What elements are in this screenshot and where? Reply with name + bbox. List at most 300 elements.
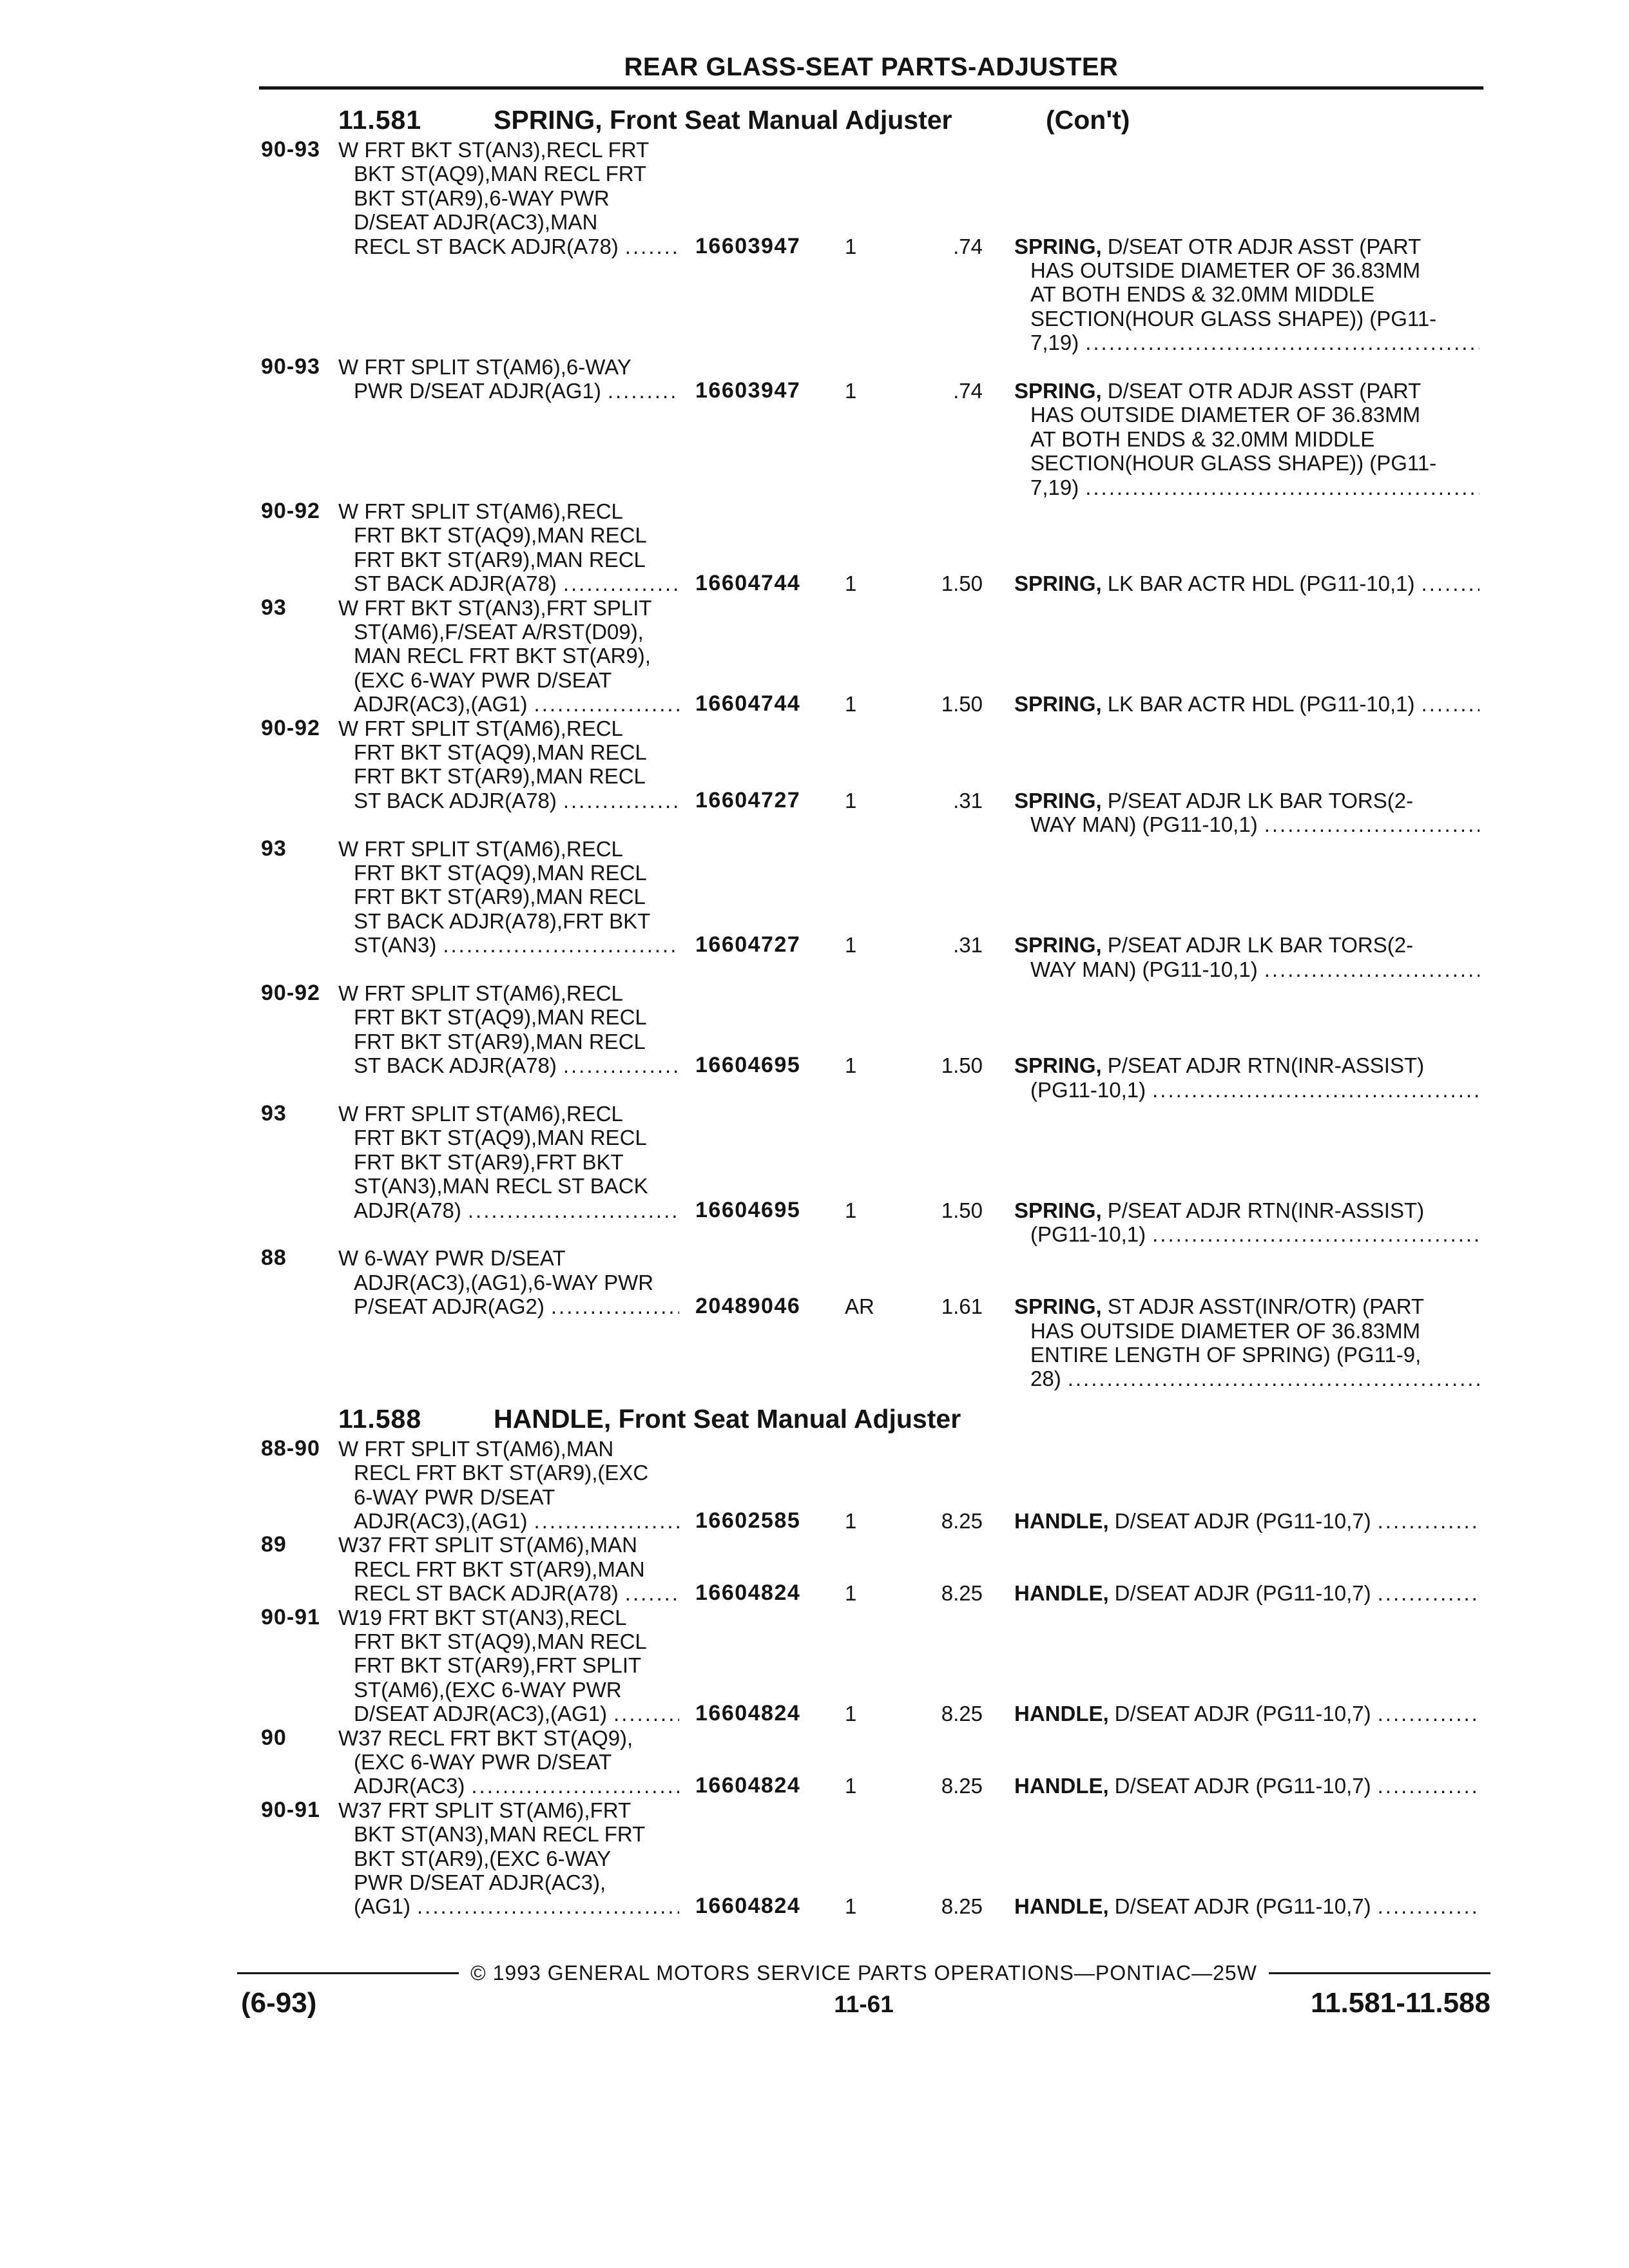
- price: 8.25: [941, 1774, 983, 1798]
- description-line: [354, 644, 651, 668]
- model-years: 90-93: [261, 137, 320, 162]
- footer-rule-right: [1269, 1972, 1490, 1974]
- description-line: [338, 596, 652, 620]
- dot-leader: [1068, 1367, 1480, 1390]
- description-line: [354, 1174, 648, 1198]
- description-text: ST BACK ADJR(A78): [354, 788, 557, 812]
- description-text: FRT BKT ST(AQ9),MAN RECL: [354, 1629, 647, 1653]
- quantity: 1: [845, 788, 857, 812]
- part-noun: SPRING,: [1014, 1198, 1102, 1222]
- description-text: D/SEAT ADJR(AC3),MAN: [354, 210, 598, 235]
- page-title: REAR GLASS-SEAT PARTS-ADJUSTER: [624, 53, 1119, 81]
- description-line: [338, 1606, 626, 1629]
- description-line: [354, 572, 679, 595]
- part-number: 16604824: [695, 1581, 801, 1606]
- description-text: ST BACK ADJR(A78): [354, 1053, 557, 1078]
- dot-leader: [1378, 1581, 1480, 1605]
- description-text: FRT BKT ST(AR9),MAN RECL: [354, 885, 646, 909]
- description-text: W FRT SPLIT ST(AM6),RECL: [338, 1101, 623, 1126]
- description-line: [354, 764, 646, 788]
- part-name-line: [1014, 1894, 1480, 1918]
- description-line: [354, 789, 679, 812]
- price: 1.50: [941, 572, 983, 596]
- dot-leader: [563, 572, 679, 595]
- description-line: [338, 1102, 623, 1126]
- quantity: 1: [845, 1581, 857, 1606]
- description-line: [338, 355, 631, 379]
- description-text: ST(AN3): [354, 933, 437, 957]
- description-line: [354, 379, 679, 403]
- part-noun: HANDLE,: [1014, 1774, 1109, 1798]
- description-text: BKT ST(AN3),MAN RECL FRT: [354, 1822, 646, 1847]
- parts-entry: [261, 1606, 1485, 1726]
- model-years: 90-93: [261, 354, 320, 379]
- part-number: 16603947: [695, 233, 801, 258]
- description-line: [354, 668, 612, 692]
- description-line: [354, 740, 647, 764]
- description-line: [354, 1053, 679, 1077]
- parts-entry: [261, 1102, 1485, 1246]
- part-name-text: D/SEAT ADJR (PG11-10,7): [1114, 1894, 1371, 1919]
- part-number: 16602585: [695, 1508, 801, 1533]
- part-name-text: D/SEAT ADJR (PG11-10,7): [1114, 1702, 1371, 1726]
- part-number: 16604744: [695, 571, 801, 596]
- price: .74: [953, 378, 983, 403]
- model-years: 88-90: [261, 1436, 320, 1461]
- description-line: [338, 1726, 633, 1750]
- section-title: SPRING, Front Seat Manual Adjuster: [494, 105, 952, 135]
- part-noun: HANDLE,: [1014, 1894, 1109, 1919]
- part-number: 16604727: [695, 932, 801, 957]
- quantity: 1: [845, 692, 857, 716]
- price: 8.25: [941, 1894, 983, 1919]
- parts-entry: [261, 1533, 1485, 1605]
- part-name-text: P/SEAT ADJR RTN(INR-ASSIST): [1107, 1053, 1425, 1078]
- part-name-text: LK BAR ACTR HDL (PG11-10,1): [1107, 692, 1415, 716]
- description-line: [354, 548, 646, 572]
- part-number: 16604695: [695, 1197, 801, 1222]
- footer-rule-left: [237, 1972, 459, 1974]
- part-number: 16604695: [695, 1053, 801, 1078]
- price: .31: [953, 933, 983, 957]
- parts-listing: [261, 104, 1485, 1919]
- part-noun: SPRING,: [1014, 1294, 1102, 1319]
- description-text: (AG1): [354, 1894, 411, 1919]
- dot-leader: [443, 933, 679, 957]
- quantity: 1: [845, 1894, 857, 1919]
- description-line: [354, 885, 646, 908]
- dot-leader: [1085, 331, 1480, 354]
- quantity: 1: [845, 1053, 857, 1078]
- description-line: [354, 1150, 624, 1174]
- parts-entry: [261, 716, 1485, 837]
- part-name-text: 28): [1030, 1367, 1061, 1391]
- description-line: [354, 1653, 641, 1677]
- description-line: [354, 162, 646, 186]
- dot-leader: [613, 1702, 679, 1725]
- section-heading: [261, 104, 1485, 138]
- parts-section: [261, 1403, 1485, 1919]
- part-name-line: [1014, 572, 1480, 595]
- description-text: W 6-WAY PWR D/SEAT: [338, 1246, 566, 1271]
- part-name-line: [1030, 282, 1374, 306]
- description-text: FRT BKT ST(AQ9),MAN RECL: [354, 860, 647, 885]
- quantity: AR: [845, 1294, 874, 1319]
- description-text: (EXC 6-WAY PWR D/SEAT: [354, 1749, 612, 1774]
- description-line: [354, 1894, 679, 1918]
- part-name-line: [1014, 1294, 1424, 1318]
- part-name-text: ST ADJR ASST(INR/OTR) (PART: [1107, 1294, 1425, 1319]
- description-line: [338, 1798, 631, 1822]
- part-name-text: D/SEAT ADJR (PG11-10,7): [1114, 1508, 1371, 1533]
- description-text: FRT BKT ST(AR9),MAN RECL: [354, 1029, 646, 1053]
- part-noun: HANDLE,: [1014, 1702, 1109, 1726]
- description-text: ADJR(AC3): [354, 1774, 465, 1798]
- part-name-text: WAY MAN) (PG11-10,1): [1030, 957, 1258, 981]
- part-name-text: (PG11-10,1): [1030, 1077, 1146, 1102]
- description-text: FRT BKT ST(AQ9),MAN RECL: [354, 1126, 647, 1150]
- dot-leader: [1085, 476, 1480, 499]
- part-name-text: D/SEAT OTR ADJR ASST (PART: [1107, 234, 1422, 258]
- quantity: 1: [845, 933, 857, 957]
- dot-leader: [1152, 1222, 1480, 1246]
- description-line: [338, 837, 623, 861]
- section-number: 11.581: [338, 105, 422, 135]
- price: .74: [953, 234, 983, 258]
- part-noun: SPRING,: [1014, 933, 1102, 957]
- part-number: 16604824: [695, 1894, 801, 1919]
- description-text: ADJR(AC3),(AG1): [354, 1508, 528, 1533]
- part-name-line: [1014, 789, 1413, 812]
- quantity: 1: [845, 572, 857, 596]
- part-noun: HANDLE,: [1014, 1581, 1109, 1606]
- part-name-line: [1030, 307, 1436, 331]
- part-name-text: AT BOTH ENDS & 32.0MM MIDDLE: [1030, 282, 1375, 307]
- part-name-line: [1030, 957, 1480, 981]
- part-name-text: P/SEAT ADJR RTN(INR-ASSIST): [1107, 1198, 1425, 1222]
- part-number: 16603947: [695, 378, 801, 403]
- description-text: MAN RECL FRT BKT ST(AR9),: [354, 644, 651, 668]
- dot-leader: [534, 692, 679, 716]
- parts-entry: [261, 1726, 1485, 1798]
- description-line: [354, 1822, 645, 1846]
- description-line: [354, 1774, 679, 1798]
- dot-leader: [417, 1894, 679, 1918]
- description-line: [354, 1126, 647, 1149]
- dot-leader: [1378, 1894, 1480, 1918]
- description-text: (EXC 6-WAY PWR D/SEAT: [354, 668, 612, 692]
- quantity: 1: [845, 1702, 857, 1726]
- parts-entry: [261, 499, 1485, 596]
- group-range: 11.581-11.588: [1311, 1987, 1490, 2019]
- description-line: [354, 1847, 611, 1870]
- quantity: 1: [845, 1508, 857, 1533]
- description-text: ST(AM6),F/SEAT A/RST(D09),: [354, 619, 644, 644]
- part-name-text: 7,19): [1030, 475, 1079, 499]
- description-text: BKT ST(AR9),6-WAY PWR: [354, 186, 610, 210]
- part-name-line: [1030, 403, 1420, 427]
- description-text: FRT BKT ST(AR9),FRT BKT: [354, 1149, 624, 1174]
- part-name-text: HAS OUTSIDE DIAMETER OF 36.83MM: [1030, 258, 1421, 282]
- description-line: [354, 1005, 647, 1029]
- part-name-line: [1030, 451, 1436, 475]
- dot-leader: [1422, 572, 1480, 595]
- model-years: 93: [261, 1100, 287, 1126]
- revision-date: (6-93): [241, 1987, 317, 2019]
- description-line: [338, 138, 649, 162]
- description-text: D/SEAT ADJR(AC3),(AG1): [354, 1702, 608, 1726]
- quantity: 1: [845, 234, 857, 258]
- description-line: [354, 1030, 646, 1053]
- part-name-line: [1030, 1078, 1480, 1102]
- description-line: [354, 692, 679, 716]
- part-name-text: SECTION(HOUR GLASS SHAPE)) (PG11-: [1030, 306, 1437, 331]
- dot-leader: [1378, 1702, 1480, 1725]
- part-name-text: P/SEAT ADJR LK BAR TORS(2-: [1107, 788, 1414, 812]
- price: .31: [953, 788, 983, 812]
- price: 8.25: [941, 1702, 983, 1726]
- dot-leader: [471, 1774, 679, 1798]
- parts-section: [261, 104, 1485, 1391]
- model-years: 93: [261, 836, 287, 861]
- dot-leader: [1422, 692, 1480, 716]
- part-noun: SPRING,: [1014, 378, 1102, 403]
- part-number: 16604824: [695, 1773, 801, 1798]
- description-line: [354, 1702, 679, 1725]
- description-text: PWR D/SEAT ADJR(AG1): [354, 378, 601, 403]
- description-line: [354, 1557, 645, 1581]
- parts-entry: [261, 1246, 1485, 1390]
- description-text: W37 FRT SPLIT ST(AM6),FRT: [338, 1798, 631, 1822]
- description-line: [354, 1678, 622, 1702]
- dot-leader: [1378, 1509, 1480, 1533]
- dot-leader: [608, 379, 679, 403]
- quantity: 1: [845, 1198, 857, 1222]
- description-text: BKT ST(AQ9),MAN RECL FRT: [354, 162, 647, 186]
- description-line: [338, 1437, 613, 1461]
- description-line: [338, 981, 623, 1005]
- part-name-text: D/SEAT ADJR (PG11-10,7): [1114, 1581, 1371, 1606]
- part-name-line: [1030, 331, 1480, 354]
- copyright-notice: © 1993 GENERAL MOTORS SERVICE PARTS OPERATIONS—PONTIAC—25W: [470, 1961, 1257, 1984]
- description-text: ST BACK ADJR(A78),FRT BKT: [354, 908, 651, 933]
- quantity: 1: [845, 378, 857, 403]
- part-name-line: [1014, 379, 1421, 403]
- description-text: W FRT SPLIT ST(AM6),RECL: [338, 499, 623, 523]
- part-name-line: [1030, 812, 1480, 836]
- description-text: FRT BKT ST(AR9),FRT SPLIT: [354, 1653, 642, 1678]
- description-line: [354, 1509, 679, 1533]
- parts-entry: [261, 138, 1485, 355]
- description-text: ST(AM6),(EXC 6-WAY PWR: [354, 1677, 622, 1702]
- footer: [237, 1986, 1490, 2021]
- part-number: 16604744: [695, 691, 801, 716]
- description-line: [354, 1271, 653, 1294]
- description-line: [354, 1870, 606, 1894]
- description-text: 6-WAY PWR D/SEAT: [354, 1485, 555, 1509]
- parts-entry: [261, 596, 1485, 716]
- part-name-text: ENTIRE LENGTH OF SPRING) (PG11-9,: [1030, 1342, 1422, 1367]
- part-name-text: P/SEAT ADJR LK BAR TORS(2-: [1107, 933, 1414, 957]
- description-text: P/SEAT ADJR(AG2): [354, 1294, 545, 1319]
- model-years: 90: [261, 1725, 287, 1750]
- dot-leader: [625, 1581, 679, 1605]
- part-name-line: [1014, 1198, 1424, 1222]
- part-name-text: (PG11-10,1): [1030, 1222, 1146, 1246]
- part-name-text: LK BAR ACTR HDL (PG11-10,1): [1107, 572, 1415, 596]
- description-text: W FRT BKT ST(AN3),FRT SPLIT: [338, 595, 652, 620]
- part-name-line: [1030, 1222, 1480, 1246]
- part-name-text: HAS OUTSIDE DIAMETER OF 36.83MM: [1030, 1318, 1421, 1343]
- model-years: 88: [261, 1245, 287, 1271]
- part-name-line: [1014, 1509, 1480, 1533]
- part-name-line: [1030, 1367, 1480, 1390]
- part-number: 16604824: [695, 1701, 801, 1726]
- description-line: [354, 523, 647, 547]
- part-number: 16604727: [695, 787, 801, 812]
- price: 1.50: [941, 692, 983, 716]
- description-text: W37 FRT SPLIT ST(AM6),MAN: [338, 1533, 637, 1557]
- model-years: 90-92: [261, 498, 320, 523]
- part-name-line: [1014, 1053, 1424, 1077]
- description-text: W FRT BKT ST(AN3),RECL FRT: [338, 138, 650, 162]
- model-years: 90-91: [261, 1604, 320, 1629]
- part-name-text: HAS OUTSIDE DIAMETER OF 36.83MM: [1030, 403, 1421, 427]
- dot-leader: [534, 1509, 679, 1533]
- part-noun: SPRING,: [1014, 234, 1102, 258]
- part-number: 20489046: [695, 1294, 801, 1319]
- description-line: [354, 861, 647, 885]
- description-text: ST BACK ADJR(A78): [354, 572, 557, 596]
- part-name-line: [1014, 235, 1421, 258]
- parts-entry: [261, 981, 1485, 1102]
- description-text: PWR D/SEAT ADJR(AC3),: [354, 1870, 606, 1894]
- description-text: W FRT SPLIT ST(AM6),MAN: [338, 1436, 614, 1461]
- part-noun: SPRING,: [1014, 692, 1102, 716]
- quantity: 1: [845, 1774, 857, 1798]
- description-line: [354, 1294, 679, 1318]
- model-years: 93: [261, 595, 287, 620]
- description-line: [338, 1533, 637, 1557]
- description-text: W FRT SPLIT ST(AM6),RECL: [338, 981, 623, 1005]
- description-text: W37 RECL FRT BKT ST(AQ9),: [338, 1725, 633, 1750]
- part-name-line: [1014, 1581, 1480, 1605]
- description-text: ADJR(AC3),(AG1),6-WAY PWR: [354, 1270, 654, 1294]
- part-noun: HANDLE,: [1014, 1508, 1109, 1533]
- part-name-line: [1030, 1319, 1420, 1343]
- section-title: HANDLE, Front Seat Manual Adjuster: [494, 1403, 961, 1434]
- dot-leader: [563, 1053, 679, 1077]
- description-text: ADJR(A78): [354, 1198, 461, 1222]
- description-text: RECL FRT BKT ST(AR9),MAN: [354, 1557, 645, 1581]
- continued-label: (Con't): [1046, 105, 1130, 135]
- parts-entry: [261, 1437, 1485, 1533]
- part-name-text: WAY MAN) (PG11-10,1): [1030, 812, 1258, 837]
- description-text: FRT BKT ST(AR9),MAN RECL: [354, 547, 646, 572]
- part-name-line: [1014, 933, 1413, 957]
- description-line: [354, 1461, 648, 1485]
- description-line: [338, 1246, 566, 1270]
- dot-leader: [1152, 1078, 1480, 1102]
- footer-copyright-row: [237, 1960, 1490, 1986]
- part-name-text: SECTION(HOUR GLASS SHAPE)) (PG11-: [1030, 451, 1437, 476]
- parts-entry: [261, 355, 1485, 499]
- description-line: [354, 933, 679, 957]
- section-number: 11.588: [338, 1403, 422, 1434]
- description-line: [354, 210, 597, 234]
- model-years: 89: [261, 1532, 287, 1557]
- description-text: ADJR(AC3),(AG1): [354, 692, 528, 716]
- model-years: 90-92: [261, 980, 320, 1005]
- price: 8.25: [941, 1508, 983, 1533]
- dot-leader: [625, 235, 679, 258]
- part-noun: SPRING,: [1014, 1053, 1102, 1078]
- dot-leader: [1378, 1774, 1480, 1798]
- description-line: [354, 1750, 612, 1774]
- description-text: RECL ST BACK ADJR(A78): [354, 234, 619, 258]
- part-name-text: 7,19): [1030, 331, 1079, 355]
- price: 1.50: [941, 1053, 983, 1078]
- dot-leader: [551, 1294, 679, 1318]
- description-text: FRT BKT ST(AQ9),MAN RECL: [354, 740, 647, 764]
- part-name-line: [1030, 476, 1480, 499]
- part-name-text: D/SEAT OTR ADJR ASST (PART: [1107, 378, 1422, 403]
- dot-leader: [1264, 957, 1480, 981]
- part-name-line: [1030, 258, 1420, 282]
- dot-leader: [468, 1198, 679, 1222]
- description-text: BKT ST(AR9),(EXC 6-WAY: [354, 1846, 612, 1870]
- dot-leader: [1264, 812, 1480, 836]
- description-line: [354, 620, 644, 644]
- part-name-line: [1014, 692, 1480, 716]
- part-noun: SPRING,: [1014, 572, 1102, 596]
- model-years: 90-92: [261, 715, 320, 740]
- description-text: FRT BKT ST(AQ9),MAN RECL: [354, 1005, 647, 1030]
- description-text: FRT BKT ST(AR9),MAN RECL: [354, 764, 646, 789]
- description-text: FRT BKT ST(AQ9),MAN RECL: [354, 523, 647, 548]
- header-rule: [259, 86, 1483, 90]
- description-text: W FRT SPLIT ST(AM6),6-WAY: [338, 354, 631, 379]
- page-number: 11-61: [834, 1991, 894, 2017]
- description-text: RECL ST BACK ADJR(A78): [354, 1581, 619, 1606]
- part-name-text: D/SEAT ADJR (PG11-10,7): [1114, 1774, 1371, 1798]
- description-line: [354, 1485, 555, 1509]
- description-line: [354, 186, 610, 210]
- price: 1.61: [941, 1294, 983, 1319]
- description-line: [354, 235, 679, 258]
- description-line: [354, 1198, 679, 1222]
- description-line: [354, 1581, 679, 1605]
- description-line: [338, 716, 623, 740]
- dot-leader: [563, 789, 679, 812]
- description-line: [354, 1629, 647, 1653]
- part-name-line: [1014, 1774, 1480, 1798]
- model-years: 90-91: [261, 1797, 320, 1822]
- parts-entry: [261, 837, 1485, 981]
- description-text: ST(AN3),MAN RECL ST BACK: [354, 1174, 648, 1198]
- part-noun: SPRING,: [1014, 788, 1102, 812]
- description-text: W FRT SPLIT ST(AM6),RECL: [338, 836, 623, 861]
- part-name-line: [1030, 1343, 1421, 1367]
- part-name-line: [1014, 1702, 1480, 1725]
- description-text: RECL FRT BKT ST(AR9),(EXC: [354, 1461, 649, 1485]
- parts-entry: [261, 1798, 1485, 1919]
- part-name-text: AT BOTH ENDS & 32.0MM MIDDLE: [1030, 427, 1375, 451]
- section-heading: [261, 1403, 1485, 1437]
- description-line: [338, 499, 623, 523]
- description-line: [354, 909, 650, 933]
- description-text: W19 FRT BKT ST(AN3),RECL: [338, 1605, 627, 1629]
